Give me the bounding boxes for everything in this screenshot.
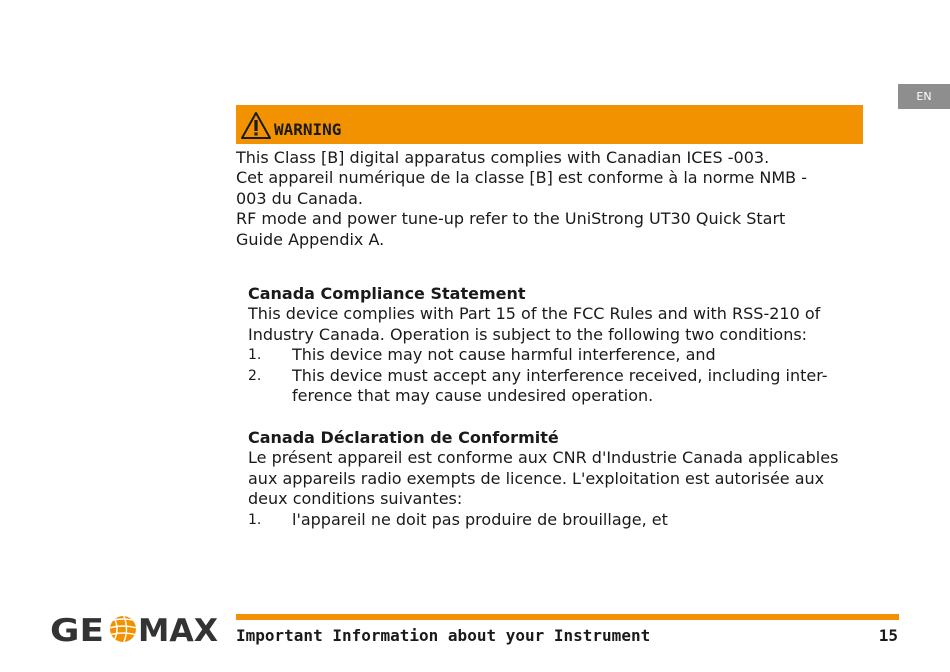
text-line: deux conditions suivantes: <box>248 489 463 509</box>
compliance-section <box>248 284 880 406</box>
language-tab[interactable]: EN <box>898 84 950 109</box>
text-line: Industry Canada. Operation is subject to the following two conditions: <box>248 324 808 344</box>
section-heading: Canada Compliance Statement <box>248 284 526 303</box>
globe-icon <box>106 614 140 644</box>
footer-rule <box>236 614 899 620</box>
geomax-logo <box>50 612 220 646</box>
footer-title: Important Information about your Instrument <box>236 626 651 645</box>
warning-title: WARNING <box>274 120 342 139</box>
svg-text:GE: GE <box>50 613 104 646</box>
section-heading: Canada Déclaration de Conformité <box>248 428 559 447</box>
warning-body <box>236 148 866 250</box>
text-line: Guide Appendix A. <box>236 229 385 249</box>
svg-text:MAX: MAX <box>138 613 219 646</box>
warning-banner <box>236 105 863 144</box>
list-number: 1. <box>248 511 262 528</box>
text-line: Cet appareil numérique de la classe [B] est conforme à la norme NMB - <box>236 168 807 188</box>
text-line: ference that may cause undesired operation. <box>292 386 654 406</box>
text-line: Le présent appareil est conforme aux CNR d'Industrie Canada applicables <box>248 448 839 468</box>
page-number: 15 <box>878 626 898 645</box>
list-text: l'appareil ne doit pas produire de brouillage, et <box>292 509 668 529</box>
text-line: This Class [B] digital apparatus complies with Canadian ICES -003. <box>236 148 770 167</box>
list-item <box>248 366 880 407</box>
list-text: This device may not cause harmful interference, and <box>292 345 716 365</box>
text-line: This device complies with Part 15 of the FCC Rules and with RSS-210 of <box>248 304 821 324</box>
text-line: aux appareils radio exempts de licence. L'exploitation est autorisée aux <box>248 468 825 488</box>
list-item <box>248 345 880 365</box>
list-number: 2. <box>248 367 262 384</box>
text-line: This device must accept any interference received, including inter- <box>292 365 828 385</box>
warning-triangle-icon <box>241 112 271 140</box>
list-text <box>292 366 880 407</box>
text-line: 003 du Canada. <box>236 188 363 208</box>
text-line: RF mode and power tune-up refer to the UniStrong UT30 Quick Start <box>236 209 786 229</box>
declaration-section <box>248 428 880 530</box>
list-item <box>248 510 880 530</box>
list-number: 1. <box>248 347 262 364</box>
